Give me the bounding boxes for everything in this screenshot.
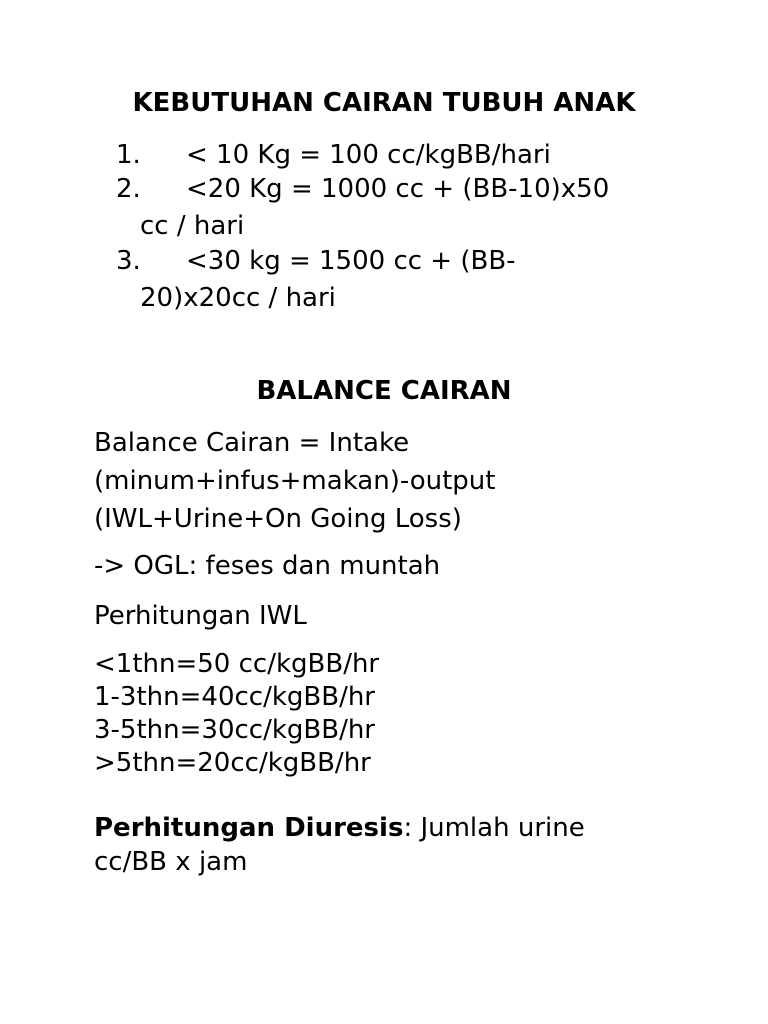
list-item-text: <30 kg = 1500 cc + (BB- (186, 246, 516, 276)
diuresis-text: : Jumlah urine (403, 813, 585, 843)
list-item-text: < 10 Kg = 100 cc/kgBB/hari (186, 140, 551, 170)
list-item-number: 2. (116, 174, 141, 204)
formula-line: (minum+infus+makan)-output (94, 466, 496, 496)
list-item: <1thn=50 cc/kgBB/hr (94, 649, 380, 679)
list-item: 3-5thn=30cc/kgBB/hr (94, 715, 375, 745)
list-item-text-continued: 20)x20cc / hari (140, 283, 336, 313)
list-item-text-continued: cc / hari (140, 211, 245, 241)
iwl-list (94, 648, 694, 780)
diuresis-line (94, 811, 694, 845)
list-item (116, 138, 696, 172)
iwl-heading: Perhitungan IWL (94, 601, 307, 631)
formula-line: Balance Cairan = Intake (94, 428, 410, 458)
list-item (116, 244, 696, 314)
diuresis-line-continued: cc/BB x jam (94, 847, 248, 877)
list-item-number: 1. (116, 140, 141, 170)
diuresis-label: Perhitungan Diuresis (94, 813, 404, 843)
ogl-note: -> OGL: feses dan muntah (94, 551, 441, 581)
formula-line: (IWL+Urine+On Going Loss) (94, 504, 462, 534)
list-item (116, 172, 696, 242)
list-item-number: 3. (116, 246, 141, 276)
list-item: 1-3thn=40cc/kgBB/hr (94, 682, 375, 712)
section-title-kebutuhan-cairan: KEBUTUHAN CAIRAN TUBUH ANAK (132, 88, 636, 118)
list-item-text: <20 Kg = 1000 cc + (BB-10)x50 (186, 174, 610, 204)
list-item: >5thn=20cc/kgBB/hr (94, 748, 371, 778)
diuresis-formula (94, 811, 694, 879)
balance-formula (94, 424, 694, 538)
fluid-requirement-list (116, 138, 696, 314)
section-title-balance-cairan: BALANCE CAIRAN (256, 376, 512, 406)
